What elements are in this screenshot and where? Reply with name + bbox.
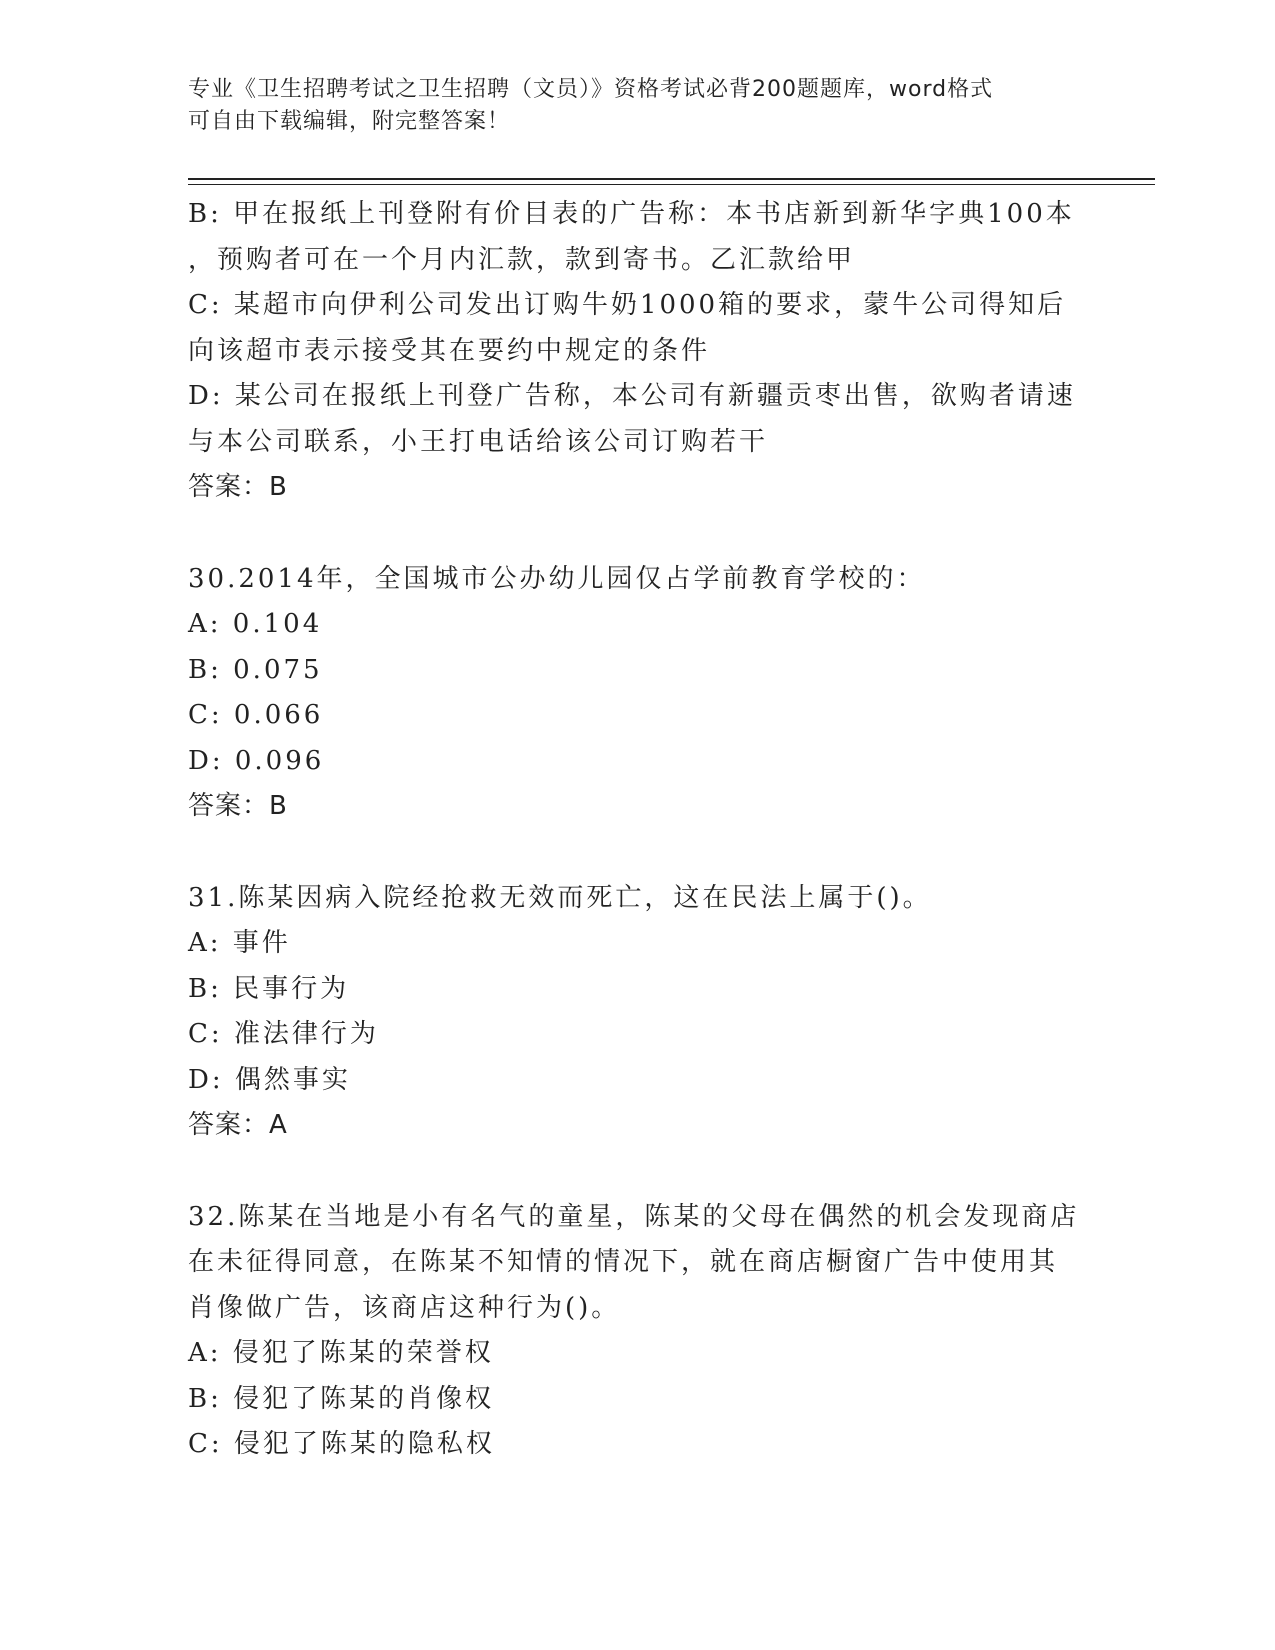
spacer: [188, 1149, 1088, 1195]
option-a: A: 0.104: [188, 609, 323, 639]
option-b: B: 侵犯了陈某的肖像权: [188, 1383, 495, 1414]
option-c: C: 准法律行为: [188, 1019, 379, 1049]
option-b-line-1: B: 甲在报纸上刊登附有价目表的广告称：本书店新到新华字典100本: [188, 199, 1075, 229]
header-rule-thin: [188, 184, 1155, 185]
option-a: A: 事件: [188, 928, 291, 958]
option-b-line-2: ，预购者可在一个月内汇款，款到寄书。乙汇款给甲: [188, 244, 856, 275]
document-body: [188, 192, 1088, 1468]
option-b: B: 民事行为: [188, 973, 350, 1004]
option-c: C: 0.066: [188, 700, 324, 730]
answer: 答案：B: [188, 791, 288, 821]
option-a: A: 侵犯了陈某的荣誉权: [188, 1338, 494, 1368]
spacer: [188, 511, 1088, 557]
question-29: [188, 192, 1088, 511]
option-b: B: 0.075: [188, 654, 323, 685]
option-d-line-1: D: 某公司在报纸上刊登广告称，本公司有新疆贡枣出售，欲购者请速: [188, 381, 1076, 411]
option-d: D: 偶然事实: [188, 1064, 351, 1095]
question-stem: 31.陈某因病入院经抢救无效而死亡，这在民法上属于()。: [188, 882, 932, 913]
question-31: [188, 876, 1088, 1149]
option-d: D: 0.096: [188, 745, 325, 776]
header-rule-thick: [188, 178, 1155, 180]
question-32: [188, 1195, 1088, 1468]
question-stem-line-1: 32.陈某在当地是小有名气的童星，陈某的父母在偶然的机会发现商店: [188, 1201, 1080, 1232]
question-stem: 30.2014年，全国城市公办幼儿园仅占学前教育学校的：: [188, 563, 926, 594]
option-c-line-1: C: 某超市向伊利公司发出订购牛奶1000箱的要求，蒙牛公司得知后: [188, 290, 1067, 320]
header-title-line-2: 可自由下载编辑，附完整答案！: [188, 109, 511, 134]
option-d-line-2: 与本公司联系，小王打电话给该公司订购若干: [188, 426, 769, 457]
page-header: [188, 74, 1058, 138]
question-30: [188, 557, 1088, 830]
answer: 答案：B: [188, 472, 288, 502]
question-stem-line-3: 肖像做广告，该商店这种行为()。: [188, 1292, 621, 1323]
option-c: C: 侵犯了陈某的隐私权: [188, 1429, 495, 1459]
spacer: [188, 830, 1088, 876]
option-c-line-2: 向该超市表示接受其在要约中规定的条件: [188, 335, 711, 366]
header-title-line-1: 专业《卫生招聘考试之卫生招聘（文员）》资格考试必背200题题库，word格式: [188, 77, 994, 102]
question-stem-line-2: 在未征得同意，在陈某不知情的情况下，就在商店橱窗广告中使用其: [188, 1247, 1059, 1277]
answer: 答案：A: [188, 1110, 288, 1140]
